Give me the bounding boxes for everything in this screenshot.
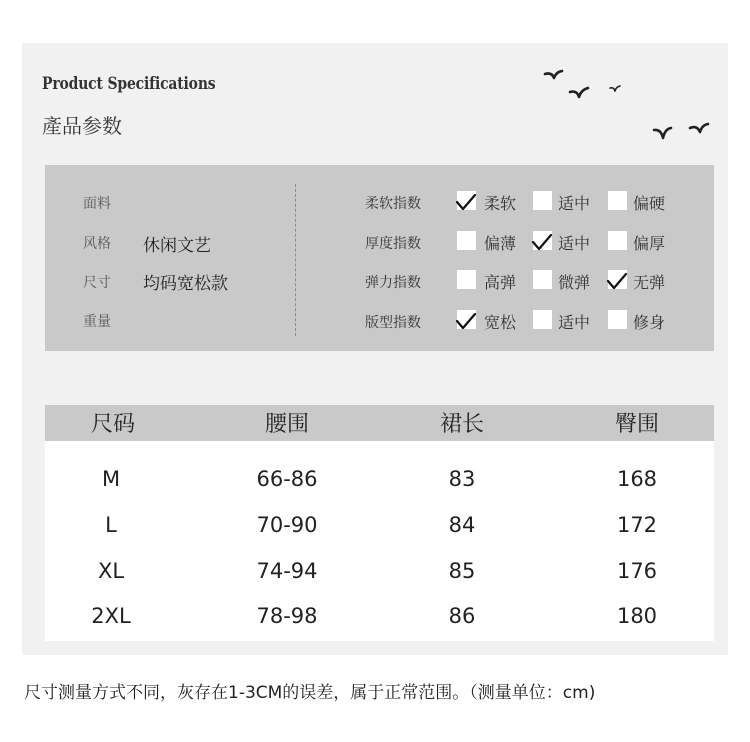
option-checkbox [533,270,552,289]
option-label: 适中 [558,194,591,213]
option-label: 适中 [558,313,591,332]
option-label: 无弹 [633,273,666,292]
size-table-body [45,441,714,641]
spec-divider [295,184,296,336]
option-label: 修身 [633,313,666,332]
option-label: 微弹 [558,273,591,292]
option-label: 柔软 [484,194,517,213]
attr-label-weight: 重量 [83,314,111,330]
option-checkbox [533,310,552,329]
table-cell: XL [97,559,125,583]
option-label: 偏厚 [633,234,666,253]
option-label: 高弹 [484,273,517,292]
attr-label-size: 尺寸 [83,275,111,291]
table-cell: 180 [616,604,658,628]
checkmark-icon [455,192,477,212]
option-checkbox [608,310,627,329]
size-table-header [45,405,714,441]
checkmark-icon [531,232,553,252]
table-cell: 70-90 [256,513,318,537]
table-cell: M [101,467,121,491]
header-size: 尺码 [90,412,136,437]
index-label: 厚度指数 [365,236,421,252]
attr-label-fabric: 面料 [83,196,111,212]
measurement-note: 尺寸测量方式不同，灰存在1-3CM的误差，属于正常范围。（测量单位：cm) [24,683,596,703]
option-label: 宽松 [484,313,517,332]
option-checkbox [608,191,627,210]
header-length: 裙长 [439,412,485,437]
table-cell: 74-94 [256,559,318,583]
header-waist: 腰围 [264,412,310,437]
title-chinese: 產品参数 [42,114,122,138]
table-cell: 86 [448,604,476,628]
index-label: 版型指数 [365,315,421,331]
checkmark-icon [455,311,477,331]
header-hip: 臀围 [614,412,660,437]
table-cell: 176 [616,559,658,583]
table-cell: 78-98 [256,604,318,628]
table-cell: 85 [448,559,476,583]
table-cell: L [105,513,117,537]
attr-value-style: 休闲文艺 [143,236,211,256]
option-checkbox [457,231,476,250]
table-cell: 84 [448,513,476,537]
option-checkbox [608,231,627,250]
birds-icon [540,66,720,150]
checkmark-icon [606,271,628,291]
table-cell: 66-86 [256,467,318,491]
title-english: Product Specifications [42,74,216,94]
option-label: 适中 [558,234,591,253]
option-checkbox [533,191,552,210]
table-cell: 2XL [91,604,131,628]
index-label: 柔软指数 [365,196,421,212]
table-cell: 172 [616,513,658,537]
option-checkbox [457,270,476,289]
attr-value-size: 均码宽松款 [143,274,228,294]
option-label: 偏薄 [484,234,517,253]
table-cell: 168 [616,467,658,491]
index-label: 弹力指数 [365,275,421,291]
attr-label-style: 风格 [83,236,111,252]
table-cell: 83 [448,467,476,491]
option-label: 偏硬 [633,194,666,213]
